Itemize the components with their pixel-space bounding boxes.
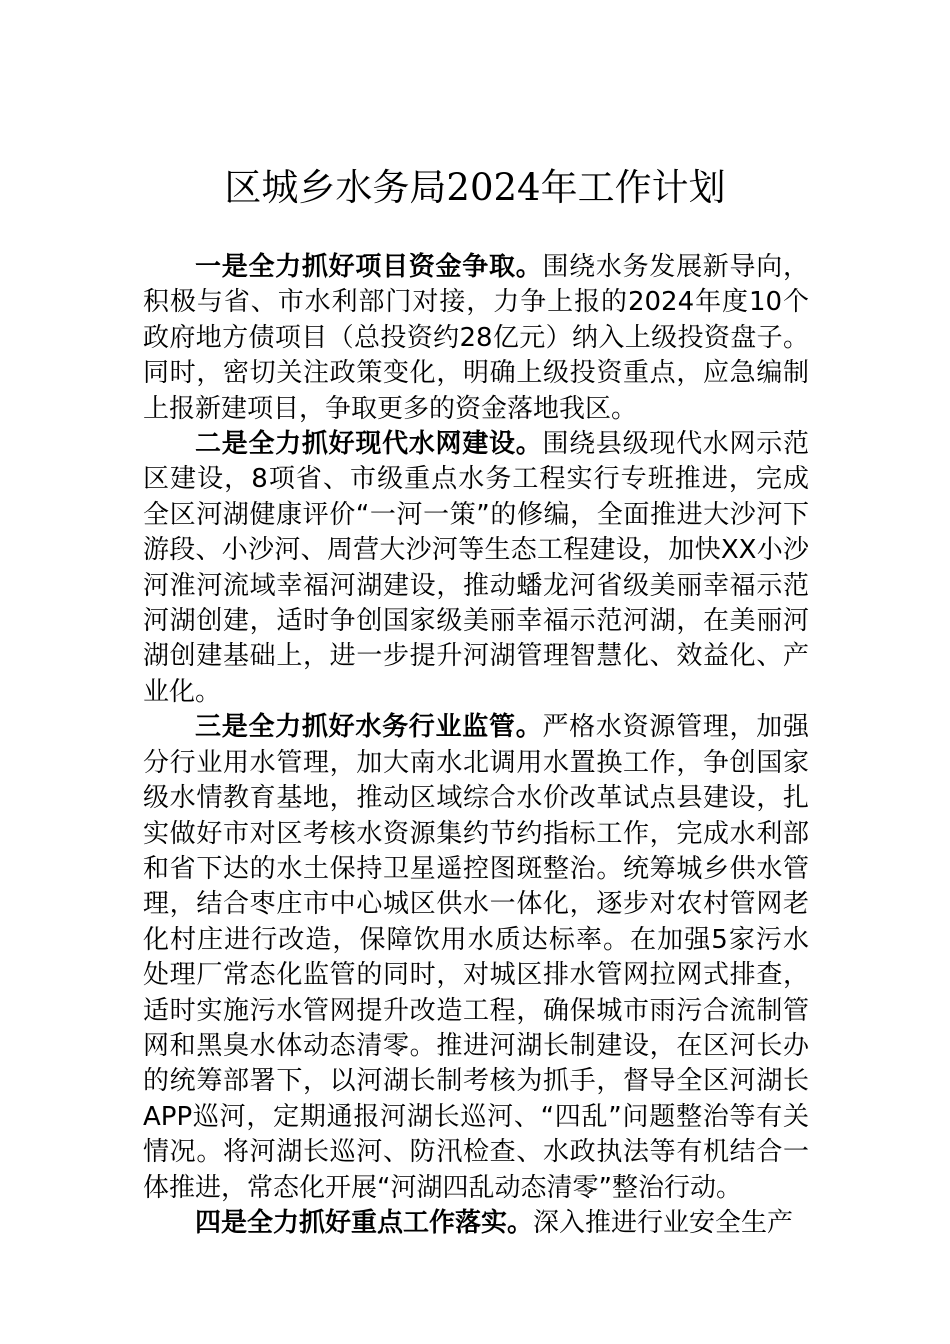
paragraph-text: 围绕县级现代水网示范区建设，8项省、市级重点水务工程实行专班推进，完成全区河湖健康评价“一河一策”的修编，全面推进大沙河下游段、小沙河、周营大沙河等生态工程建设，加快XX小沙河淮河流域幸福河湖建设，推动蟠龙河省级美丽幸福示范河湖创建，适时争创国家级美丽幸福示范河湖，在美丽河湖创建基础上，进一步提升河湖管理智慧化、效益化、产业化。 <box>143 429 809 707</box>
paragraph-project-funding <box>143 250 809 427</box>
paragraph-lead: 三是全力抓好水务行业监管。 <box>195 712 543 743</box>
paragraph-lead: 四是全力抓好重点工作落实。 <box>195 1207 534 1238</box>
paragraph-industry-supervision <box>143 710 809 1206</box>
paragraph-text: 严格水资源管理，加强分行业用水管理，加大南水北调用水置换工作，争创国家级水情教育基地，推动区域综合水价改革试点县建设，扎实做好市对区考核水资源集约节约指标工作，完成水利部和省下达的水土保持卫星遥控图斑整治。统筹城乡供水管理，结合枣庄市中心城区供水一体化，逐步对农村管网老化村庄进行改造，保障饮用水质达标率。在加强5家污水处理厂常态化监管的同时，对城区排水管网拉网式排查，适时实施污水管网提升改造工程，确保城市雨污合流制管网和黑臭水体动态清零。推进河湖长制建设，在区河长办的统筹部署下，以河湖长制考核为抓手，督导全区河湖长APP巡河，定期通报河湖长巡河、“四乱”问题整治等有关情况。将河湖长巡河、防汛检查、水政执法等有机结合一体推进，常态化开展“河湖四乱动态清零”整治行动。 <box>143 712 809 1203</box>
document-title: 区城乡水务局2024年工作计划 <box>224 166 726 209</box>
paragraph-lead: 二是全力抓好现代水网建设。 <box>195 429 543 460</box>
document-body <box>143 250 809 1241</box>
paragraph-text: 围绕水务发展新导向，积极与省、市水利部门对接，力争上报的2024年度10个政府地方债项目（总投资约28亿元）纳入上级投资盘子。同时，密切关注政策变化，明确上级投资重点，应急编制上报新建项目，争取更多的资金落地我区。 <box>143 252 809 424</box>
paragraph-text: 深入推进行业安全生产 <box>533 1207 794 1238</box>
paragraph-lead: 一是全力抓好项目资金争取。 <box>195 252 543 282</box>
paragraph-water-network <box>143 427 809 710</box>
paragraph-key-work <box>143 1206 809 1241</box>
